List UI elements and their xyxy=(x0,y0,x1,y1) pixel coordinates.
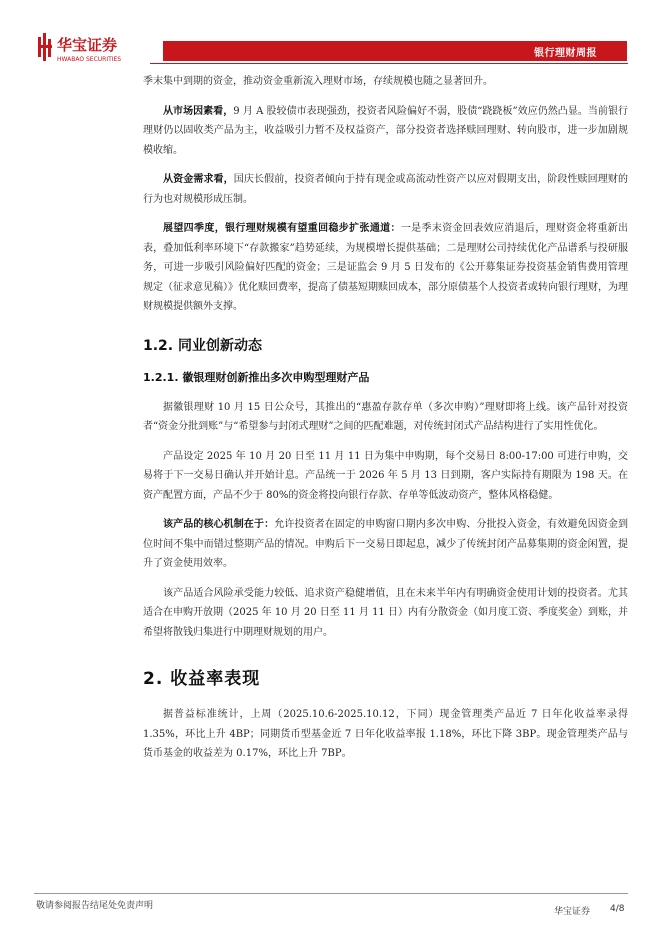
company-logo xyxy=(38,33,158,65)
footer-firm: 华宝证券 xyxy=(554,907,591,917)
page-content xyxy=(143,72,628,774)
paragraph-target-investors: 该产品适合风险承受能力较低、追求资产稳健增值，且在未来半年内有明确资金使用计划的投资者。尤其适合在申购开放期（2025 年 10 月 20 日至 11 月 11 日）内有分散资金（如月度工资、季度奖金）到账，并希望将散钱归集进行中期理财规划的用户。 xyxy=(143,587,628,638)
paragraph-product-terms: 产品设定 2025 年 10 月 20 日至 11 月 11 日为集中申购期，每个交易日 8:00-17:00 可进行申购，交易将于下一交易日确认并开始计息。产品统一于 2026 年 5 月 13 日到期，客户实际持有期限为 198 天。在资产配置方面，产品不少于 80%的资金将投向银行存款、存单等低波动资产，整体风格稳健。 xyxy=(143,450,628,501)
paragraph-demand-factor xyxy=(143,170,628,209)
paragraph-continued: 季末集中到期的资金，推动资金重新流入理财市场，存续规模也随之显著回升。 xyxy=(143,76,493,87)
section-heading-2: 2. 收益率表现 xyxy=(143,669,261,689)
header-bar xyxy=(163,41,627,61)
paragraph-market-factor xyxy=(143,102,628,161)
paragraph-text: 允许投资者在固定的申购窗口期内多次申购、分批投入资金，有效避免因资金到位时间不集中而错过整期产品的情况。申购后下一交易日即起息，减少了传统封闭产品募集期的资金闲置，提升了资金使用效率。 xyxy=(143,519,629,569)
subsection-heading-1-2-1: 1.2.1. 徽银理财创新推出多次申购型理财产品 xyxy=(143,370,370,384)
paragraph-lead: 从市场因素看， xyxy=(163,105,234,117)
footer-divider xyxy=(34,893,628,894)
paragraph-text: 一是季末资金回表效应消退后，理财资金将重新出表，叠加低利率环境下“存款搬家”趋势延续，为规模增长提供基础；二是理财公司持续优化产品谱系与投研服务，可进一步吸引风险偏好匹配的资金；三是证监会 9 月 5 日发布的《公开募集证券投资基金销售费用管理规定（征求意见稿）》优化赎回费率，提高了债基短期赎回成本，部分原债基个人投资者或转向银行理财，为理财规模提供额外支撑。 xyxy=(143,223,629,312)
paragraph-lead: 从资金需求看， xyxy=(163,174,234,185)
paragraph-product-intro: 据徽银理财 10 月 15 日公众号，其推出的“惠盈存款存单（多次申购）”理财即将上线。该产品针对投资者“资金分批到账”与“希望参与封闭式理财”之间的匹配难题，对传统封闭式产品结构进行了实用性优化。 xyxy=(143,401,628,432)
paragraph-yield-stats: 据普益标准统计，上周（2025.10.6-2025.10.12，下同）现金管理类产品近 7 日年化收益率录得 1.35%，环比上升 4BP；同期货币型基金近 7 日年化收益率报 1.18%，环比下降 3BP。现金管理类产品与货币基金的收益差为 0.17%，环比上升 7BP。 xyxy=(143,709,628,759)
logo-text: 华宝证券 xyxy=(57,36,118,54)
paragraph-lead: 该产品的核心机制在于： xyxy=(163,519,275,530)
paragraph-text: 国庆长假前，投资者倾向于持有现金或高流动性资产以应对假期支出，阶段性赎回理财的行为也对规模形成压制。 xyxy=(143,174,629,205)
paragraph-lead: 展望四季度，银行理财规模有望重回稳步扩张通道： xyxy=(163,223,401,234)
footer-disclaimer: 敬请参阅报告结尾处免责声明 xyxy=(36,901,154,911)
header-divider xyxy=(150,63,628,64)
section-heading-1-2: 1.2. 同业创新动态 xyxy=(143,337,262,354)
paragraph-text: 9 月 A 股较债市表现强劲，投资者风险偏好不弱，股债“跷跷板”效应仍然凸显。当前银行理财仍以固收类产品为主，收益吸引力暂不及权益资产，部分投资者选择赎回理财、转向股市，进一步加剧规模收缩。 xyxy=(143,105,628,156)
paragraph-outlook xyxy=(143,219,628,317)
paragraph-core-mechanism xyxy=(143,515,628,574)
page-number: 4/8 xyxy=(610,904,625,914)
logo-subtext: HWABAO SECURITIES xyxy=(57,56,122,63)
report-title: 银行理财周报 xyxy=(534,48,597,59)
